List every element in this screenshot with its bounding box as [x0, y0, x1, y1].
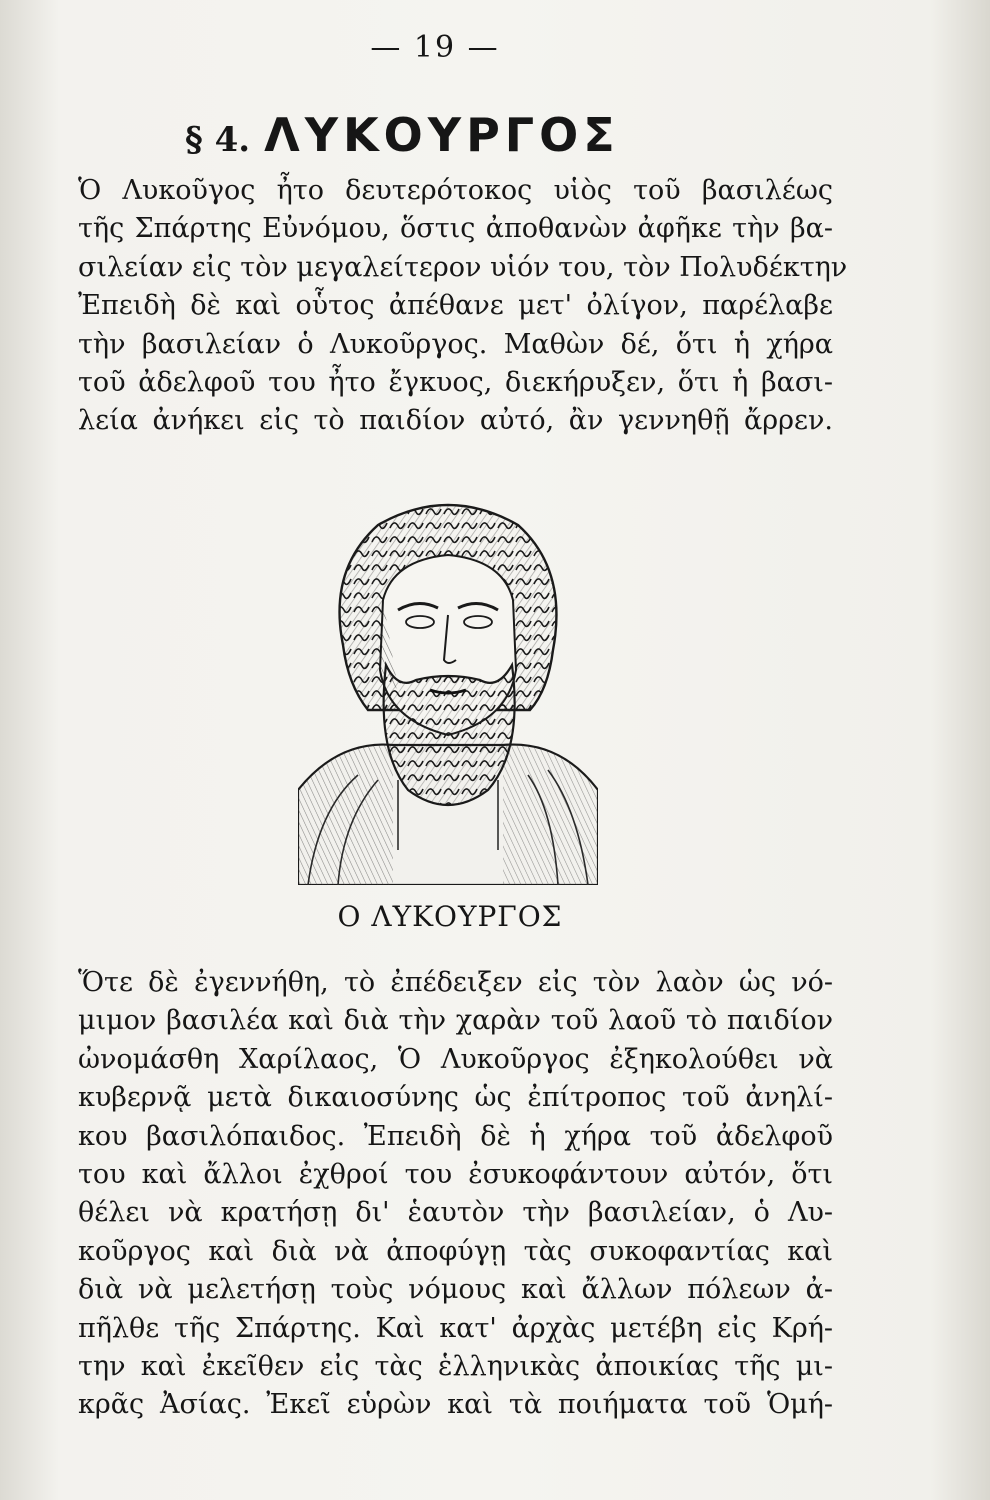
- text-line: τοῦ ἀδελφοῦ του ἦτο ἔγκυος, διεκήρυξεν, ὅτι ἡ βασι-: [78, 366, 833, 398]
- text-line: κυβερνᾷ μετὰ δικαιοσύνης ὡς ἐπίτροπος τοῦ ἀνηλί-: [78, 1082, 833, 1114]
- section-number: § 4.: [185, 120, 251, 160]
- text-line: σιλείαν εἰς τὸν μεγαλείτερον υἱόν του, τὸν Πολυδέκτην: [78, 251, 848, 283]
- text-line: πῆλθε τῆς Σπάρτης. Καὶ κατ' ἀρχὰς μετέβη εἰς Κρή-: [78, 1312, 833, 1344]
- text-line: Ὁ Λυκοῦγος ἦτο δευτερότοκος υἱὸς τοῦ βασιλέως: [78, 175, 833, 206]
- paragraph-main: [78, 964, 833, 1425]
- text-line: τὴν βασιλείαν ὁ Λυκοῦργος. Μαθὼν δέ, ὅτι ἡ χήρα: [78, 328, 833, 360]
- lycurgus-bust-illustration: [298, 490, 598, 885]
- text-line: θέλει νὰ κρατήσῃ δι' ἑαυτὸν τὴν βασιλείαν, ὁ Λυ-: [78, 1197, 833, 1229]
- text-line: Ἐπειδὴ δὲ καὶ οὗτος ἀπέθανε μετ' ὀλίγον, παρέλαβε: [78, 290, 833, 322]
- paragraph-intro: [78, 172, 848, 441]
- text-line: μιμον βασιλέα καὶ διὰ τὴν χαρὰν τοῦ λαοῦ τὸ παιδίον: [78, 1005, 833, 1037]
- text-line: Ὅτε δὲ ἐγεννήθη, τὸ ἐπέδειξεν εἰς τὸν λαὸν ὡς νό-: [78, 967, 833, 998]
- text-line: του καὶ ἄλλοι ἐχθροί του ἐσυκοφάντουν αὐτόν, ὅτι: [78, 1158, 833, 1190]
- text-line: κοῦργος καὶ διὰ νὰ ἀποφύγῃ τὰς συκοφαντίας καὶ: [78, 1235, 833, 1267]
- text-line: κου βασιλόπαιδος. Ἐπειδὴ δὲ ἡ χήρα τοῦ ἀδελφοῦ: [78, 1120, 833, 1152]
- page-number: — 19 —: [370, 30, 500, 65]
- section-heading: [185, 108, 785, 162]
- text-line: τῆς Σπάρτης Εὐνόμου, ὅστις ἀποθανὼν ἀφῆκε τὴν βα-: [78, 213, 833, 245]
- text-line: λεία ἀνήκει εἰς τὸ παιδίον αὐτό, ἂν γεννηθῇ ἄρρεν.: [78, 405, 833, 437]
- text-line: κρᾶς Ἀσίας. Ἐκεῖ εὑρὼν καὶ τὰ ποιήματα τοῦ Ὁμή-: [78, 1389, 833, 1421]
- text-line: την καὶ ἐκεῖθεν εἰς τὰς ἑλληνικὰς ἀποικίας τῆς μι-: [78, 1350, 833, 1382]
- section-title: ΛΥΚΟΥΡΓΟΣ: [264, 108, 620, 162]
- text-line: διὰ νὰ μελετήσῃ τοὺς νόμους καὶ ἄλλων πόλεων ἀ-: [78, 1274, 833, 1306]
- illustration-caption: Ο ΛΥΚΟΥΡΓΟΣ: [337, 900, 563, 933]
- text-line: ὠνομάσθη Χαρίλαος, Ὁ Λυκοῦργος ἐξηκολούθει νὰ: [78, 1043, 833, 1075]
